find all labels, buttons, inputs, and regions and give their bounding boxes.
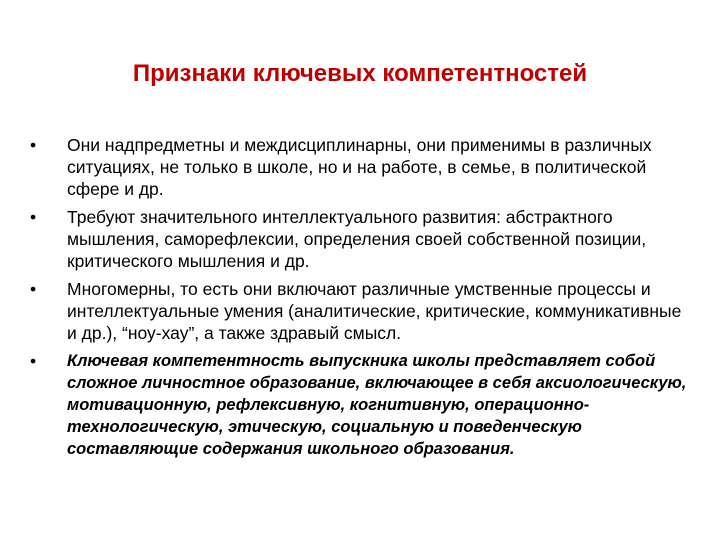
bullet-text: Ключевая компетентность выпускника школы представляет собой сложное личностное образование, включающее в себя аксиологическую, мотивационную, рефлексивную, когнитивную, операционно-технологическую, этическую, социальную и поведенческую составляющие содержания школьного образования. xyxy=(67,352,687,458)
bullet-item-3 xyxy=(30,278,692,344)
bullet-item-1 xyxy=(30,134,692,200)
bullet-text: Многомерны, то есть они включают различные умственные процессы и интеллектуальные умения (аналитические, критические, коммуникативные и др.), “ноу-хау”, а также здравый смысл. xyxy=(67,279,682,343)
bullet-item-4 xyxy=(30,350,692,460)
bullet-text: Требуют значительного интеллектуального развития: абстрактного мышления, саморефлексии, определения своей собственной позиции, критического мышления и др. xyxy=(67,207,647,271)
bullet-item-2 xyxy=(30,206,692,272)
bullet-list xyxy=(30,134,692,466)
bullet-text: Они надпредметны и междисциплинарны, они применимы в различных ситуациях, не только в школе, но и на работе, в семье, в политической сфере и др. xyxy=(67,135,652,199)
bullet-icon: • xyxy=(30,279,37,299)
bullet-icon: • xyxy=(30,135,37,155)
slide-title: Признаки ключевых компетентностей xyxy=(132,60,588,87)
bullet-icon: • xyxy=(30,207,37,227)
bullet-icon: • xyxy=(30,351,37,371)
